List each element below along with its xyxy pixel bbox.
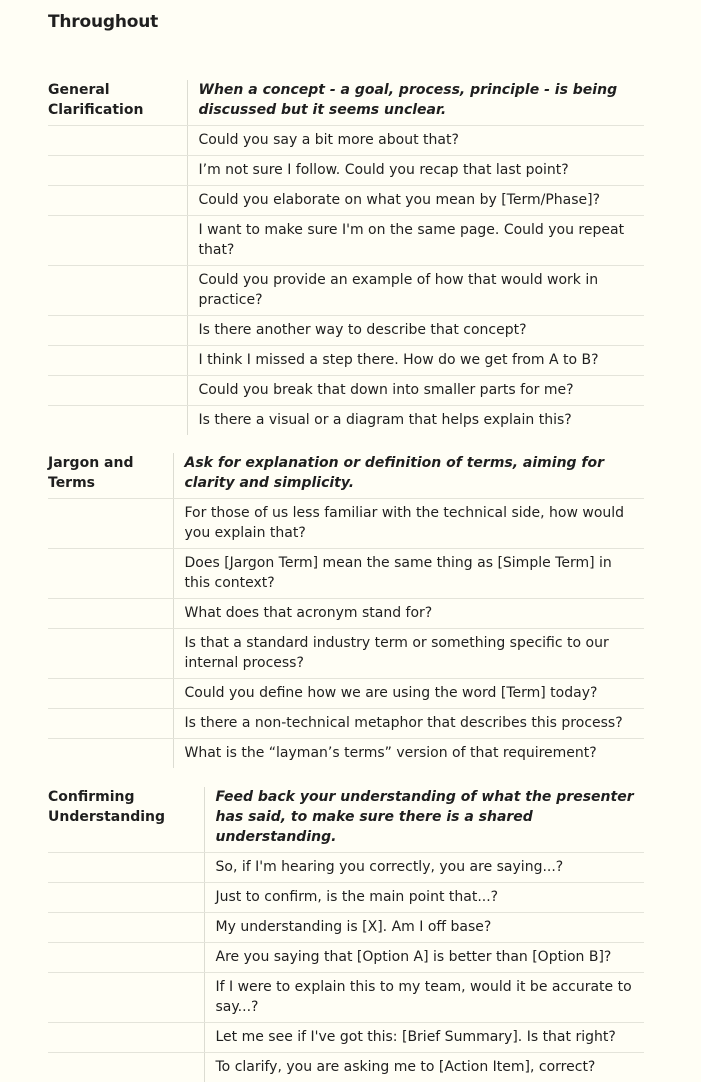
table-row bbox=[48, 549, 644, 599]
section-confirming-understanding bbox=[48, 787, 644, 1082]
question: If I were to explain this to my team, would it be accurate to say...? bbox=[204, 973, 644, 1023]
table-row bbox=[48, 943, 644, 973]
question: For those of us less familiar with the technical side, how would you explain that? bbox=[173, 499, 644, 549]
table-row bbox=[48, 346, 644, 376]
table-row bbox=[48, 266, 644, 316]
table-row bbox=[48, 599, 644, 629]
question: I want to make sure I'm on the same page. Could you repeat that? bbox=[187, 216, 644, 266]
table-row bbox=[48, 316, 644, 346]
question: Is there another way to describe that concept? bbox=[187, 316, 644, 346]
section-label: Confirming Understanding bbox=[48, 787, 204, 853]
question: Is that a standard industry term or something specific to our internal process? bbox=[173, 629, 644, 679]
table-row bbox=[48, 853, 644, 883]
section-jargon-and-terms bbox=[48, 453, 644, 768]
question: Let me see if I've got this: [Brief Summary]. Is that right? bbox=[204, 1023, 644, 1053]
section-intro: Ask for explanation or definition of terms, aiming for clarity and simplicity. bbox=[173, 453, 644, 499]
question: Does [Jargon Term] mean the same thing as [Simple Term] in this context? bbox=[173, 549, 644, 599]
table-row bbox=[48, 499, 644, 549]
question: So, if I'm hearing you correctly, you are saying...? bbox=[204, 853, 644, 883]
table-row bbox=[48, 973, 644, 1023]
questions-table bbox=[48, 80, 644, 435]
table-row bbox=[48, 216, 644, 266]
section-label: Jargon and Terms bbox=[48, 453, 173, 499]
section-general-clarification bbox=[48, 80, 644, 435]
table-row bbox=[48, 80, 644, 126]
question: Are you saying that [Option A] is better than [Option B]? bbox=[204, 943, 644, 973]
question: My understanding is [X]. Am I off base? bbox=[204, 913, 644, 943]
questions-table bbox=[48, 453, 644, 768]
table-row bbox=[48, 787, 644, 853]
table-row bbox=[48, 883, 644, 913]
table-row bbox=[48, 709, 644, 739]
page-title: Throughout bbox=[48, 12, 158, 32]
question: Could you say a bit more about that? bbox=[187, 126, 644, 156]
section-label: General Clarification bbox=[48, 80, 187, 126]
table-row bbox=[48, 186, 644, 216]
table-row bbox=[48, 406, 644, 436]
table-row bbox=[48, 629, 644, 679]
table-row bbox=[48, 1053, 644, 1082]
section-intro: Feed back your understanding of what the presenter has said, to make sure there is a shared understanding. bbox=[204, 787, 644, 853]
question: Is there a visual or a diagram that helps explain this? bbox=[187, 406, 644, 436]
question: Is there a non-technical metaphor that describes this process? bbox=[173, 709, 644, 739]
question: What is the “layman’s terms” version of that requirement? bbox=[173, 739, 644, 769]
question: To clarify, you are asking me to [Action Item], correct? bbox=[204, 1053, 644, 1082]
question: Could you elaborate on what you mean by [Term/Phase]? bbox=[187, 186, 644, 216]
table-row bbox=[48, 679, 644, 709]
question: What does that acronym stand for? bbox=[173, 599, 644, 629]
table-row bbox=[48, 126, 644, 156]
table-row bbox=[48, 739, 644, 769]
table-row bbox=[48, 376, 644, 406]
question: I’m not sure I follow. Could you recap that last point? bbox=[187, 156, 644, 186]
question: Could you break that down into smaller parts for me? bbox=[187, 376, 644, 406]
question: Could you define how we are using the word [Term] today? bbox=[173, 679, 644, 709]
table-row bbox=[48, 913, 644, 943]
table-row bbox=[48, 156, 644, 186]
question: Could you provide an example of how that would work in practice? bbox=[187, 266, 644, 316]
question: Just to confirm, is the main point that...? bbox=[204, 883, 644, 913]
question: I think I missed a step there. How do we get from A to B? bbox=[187, 346, 644, 376]
questions-table bbox=[48, 787, 644, 1082]
section-intro: When a concept - a goal, process, principle - is being discussed but it seems unclear. bbox=[187, 80, 644, 126]
table-row bbox=[48, 453, 644, 499]
table-row bbox=[48, 1023, 644, 1053]
